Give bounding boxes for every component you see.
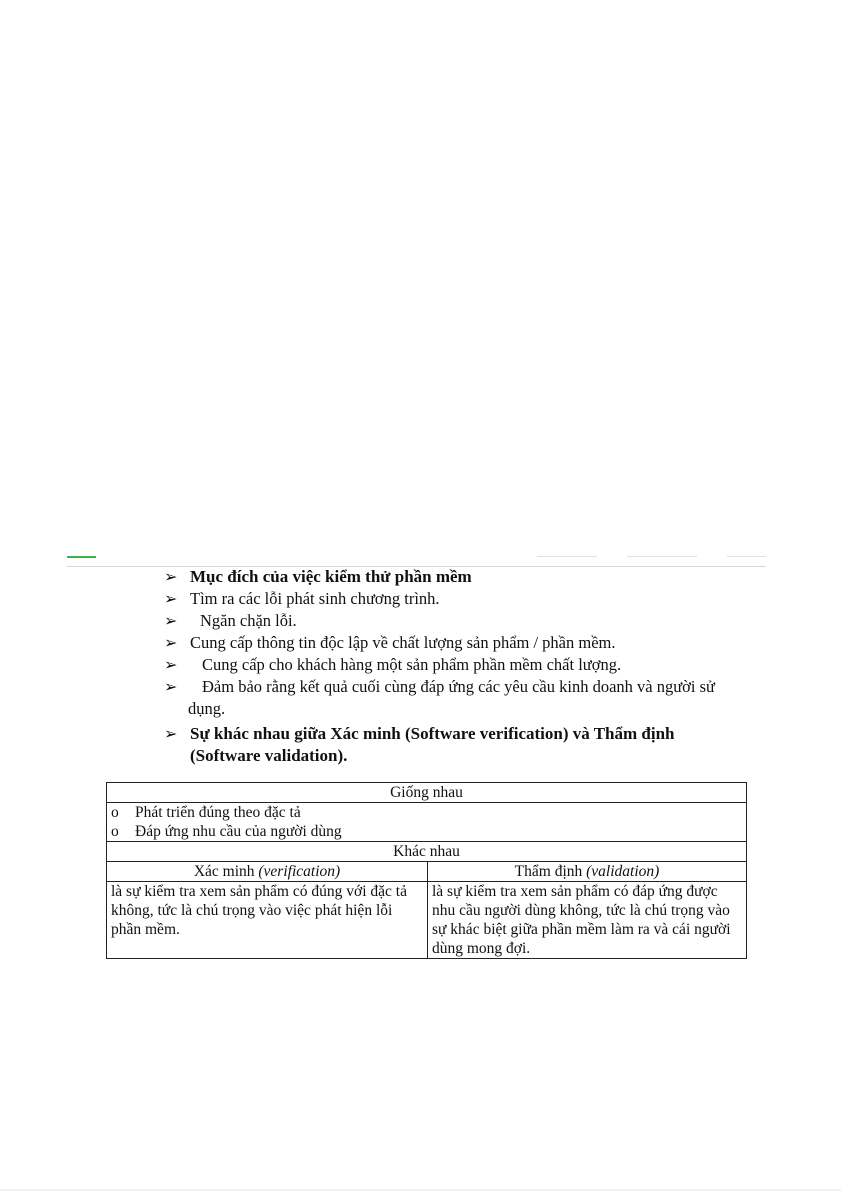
similar-item-text: Đáp ứng nhu cầu của người dùng <box>135 823 342 840</box>
list-item <box>164 588 744 610</box>
table-row <box>107 803 747 842</box>
list-item <box>111 803 742 822</box>
list-item-text: Cung cấp cho khách hàng một sản phẩm phần mềm chất lượng. <box>202 655 622 674</box>
list-item-text: Cung cấp thông tin độc lập về chất lượng sản phẩm / phần mềm. <box>190 633 616 652</box>
arrow-bullet-icon: ➢ <box>164 611 178 630</box>
arrow-bullet-icon: ➢ <box>164 655 178 674</box>
arrow-bullet-icon: ➢ <box>164 633 178 652</box>
col2-header <box>428 862 747 882</box>
col1-title: Xác minh <box>193 863 255 880</box>
similar-item-text: Phát triển đúng theo đặc tả <box>135 804 301 821</box>
header-rule-segment <box>627 556 697 557</box>
list-item <box>111 822 742 841</box>
header-rule-segment <box>727 556 766 557</box>
list-heading <box>164 723 744 767</box>
col2-title: Thẩm định <box>514 863 583 880</box>
col1-cell: là sự kiểm tra xem sản phẩm có đúng với đặc tả không, tức là chú trọng vào việc phát hiện lỗi phần mềm. <box>107 882 428 959</box>
similar-cell <box>107 803 747 842</box>
diff-header: Khác nhau <box>107 842 747 862</box>
col1-header <box>107 862 428 882</box>
arrow-bullet-icon: ➢ <box>164 567 178 586</box>
list-item-text: Tìm ra các lỗi phát sinh chương trình. <box>190 589 440 608</box>
list-item <box>164 610 744 632</box>
col2-term: (validation) <box>586 863 660 880</box>
list-item <box>164 632 744 654</box>
comparison-table <box>106 782 747 959</box>
table-row <box>107 882 747 959</box>
table-row <box>107 842 747 862</box>
green-accent-line <box>67 556 96 558</box>
cropped-header-band <box>67 552 766 567</box>
col1-term: (verification) <box>258 863 341 880</box>
table-row <box>107 783 747 803</box>
arrow-bullet-icon: ➢ <box>164 724 178 743</box>
list-item-text: Đảm bảo rằng kết quả cuối cùng đáp ứng các yêu cầu kinh doanh và người sử dụng. <box>188 677 715 718</box>
similar-header: Giống nhau <box>107 783 747 803</box>
list-item <box>164 676 744 720</box>
circle-bullet-icon: o <box>111 804 119 821</box>
heading-text: Mục đích của việc kiểm thử phần mềm <box>190 567 472 586</box>
list-heading <box>164 566 744 588</box>
arrow-bullet-icon: ➢ <box>164 589 178 608</box>
header-rule-segment <box>537 556 597 557</box>
arrow-bullet-icon: ➢ <box>164 677 178 696</box>
table-row <box>107 862 747 882</box>
circle-bullet-icon: o <box>111 823 119 840</box>
heading-text: Sự khác nhau giữa Xác minh (Software verification) và Thẩm định (Software validation). <box>190 724 675 765</box>
col2-cell: là sự kiểm tra xem sản phẩm có đáp ứng được nhu cầu người dùng không, tức là chú trọng vào sự khác biệt giữa phần mềm làm ra và cái người dùng mong đợi. <box>428 882 747 959</box>
list-item-text: Ngăn chặn lỗi. <box>200 611 297 630</box>
content-list <box>164 566 744 767</box>
list-item <box>164 654 744 676</box>
